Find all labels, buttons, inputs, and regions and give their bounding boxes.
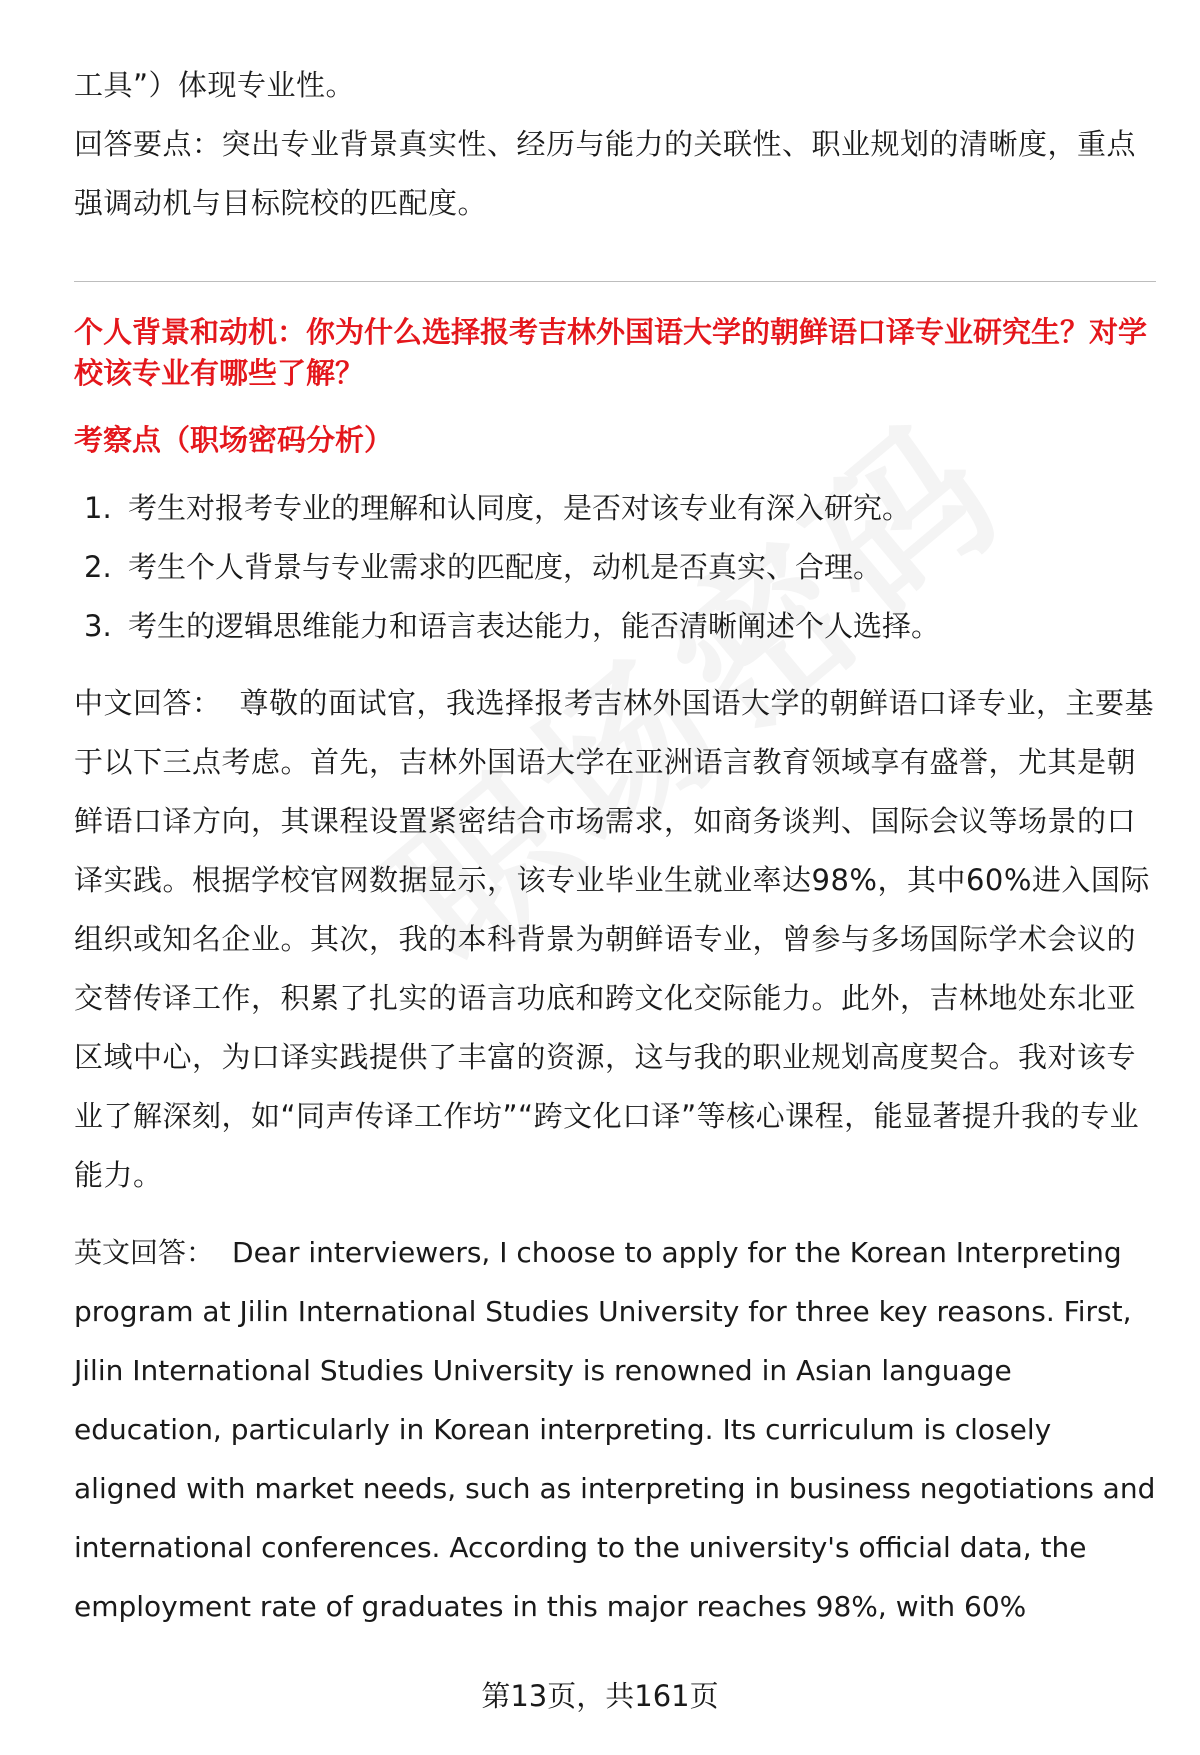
chinese-answer-text: 尊敬的面试官，我选择报考吉林外国语大学的朝鲜语口译专业，主要基于以下三点考虑。首先，吉林外国语大学在亚洲语言教育领域享有盛誉，尤其是朝鲜语口译方向，其课程设置紧密结合市场需求，如商务谈判、国际会议等场景的口译实践。根据学校官网数据显示，该专业毕业生就业率达98%，其中60%进入国际组织或知名企业。其次，我的本科背景为朝鲜语专业，曾参与多场国际学术会议的交替传译工作，积累了扎实的语言功底和跨文化交际能力。此外，吉林地处东北亚区域中心，为口译实践提供了丰富的资源，这与我的职业规划高度契合。我对该专业了解深刻，如“同声传译工作坊”“跨文化口译”等核心课程，能显著提升我的专业能力。 bbox=[74, 686, 1155, 1192]
list-item-text: 考生的逻辑思维能力和语言表达能力，能否清晰阐述个人选择。 bbox=[128, 609, 941, 643]
list-item bbox=[84, 479, 1156, 538]
chinese-answer-block bbox=[74, 674, 1156, 1205]
list-item bbox=[84, 597, 1156, 656]
list-item-number: 2. bbox=[84, 550, 112, 584]
chinese-answer-label: 中文回答： bbox=[74, 686, 222, 720]
english-answer-text: Dear interviewers, I choose to apply for the Korean Interpreting program at Jilin International Studies University for three key reasons. First, Jilin International Studies University is renowned in Asian language education, particularly in Korean interpreting. Its curriculum is closely aligned with market needs, such as interpreting in business negotiations and international conferences. According to the university's official data, the employment rate of graduates in this major reaches 98%, with 60% bbox=[74, 1236, 1156, 1623]
list-item-text: 考生对报考专业的理解和认同度，是否对该专业有深入研究。 bbox=[128, 491, 912, 525]
section-divider bbox=[74, 281, 1156, 282]
list-item-number: 1. bbox=[84, 491, 112, 525]
page-content bbox=[74, 56, 1156, 1636]
question-title: 个人背景和动机：你为什么选择报考吉林外国语大学的朝鲜语口译专业研究生？对学校该专业有哪些了解？ bbox=[74, 315, 1148, 390]
english-answer-label: 英文回答： bbox=[74, 1236, 215, 1269]
focus-points-list bbox=[74, 479, 1156, 656]
intro-continuation: 工具”）体现专业性。 bbox=[74, 68, 356, 102]
list-item-text: 考生个人背景与专业需求的匹配度，动机是否真实、合理。 bbox=[128, 550, 883, 584]
focus-heading: 考察点（职场密码分析） bbox=[74, 423, 394, 457]
answer-points: 回答要点：突出专业背景真实性、经历与能力的关联性、职业规划的清晰度，重点强调动机与目标院校的匹配度。 bbox=[74, 127, 1137, 220]
english-answer-paragraph bbox=[74, 1223, 1156, 1636]
list-item-number: 3. bbox=[84, 609, 112, 643]
list-item bbox=[84, 538, 1156, 597]
english-answer-block bbox=[74, 1223, 1156, 1636]
page-number-footer: 第13页，共161页 bbox=[481, 1679, 719, 1713]
chinese-answer-paragraph bbox=[74, 674, 1156, 1205]
